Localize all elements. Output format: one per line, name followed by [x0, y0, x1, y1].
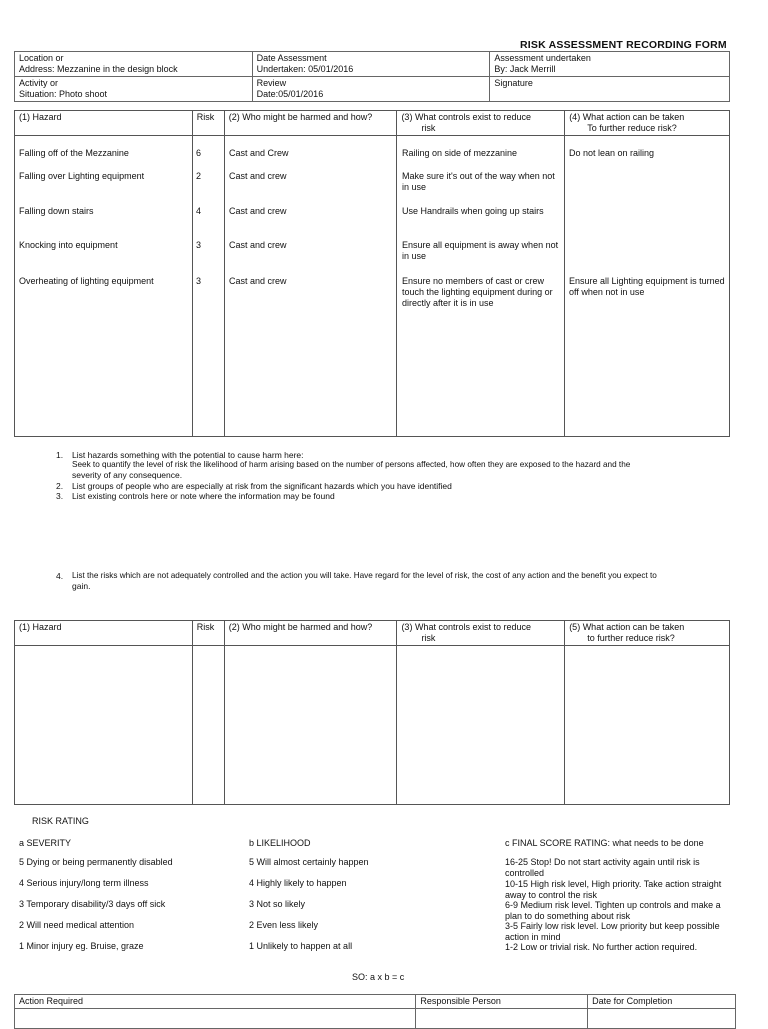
risk-table-2: [14, 620, 730, 805]
col-who-header: (2) Who might be harmed and how?: [224, 111, 397, 136]
signature-cell[interactable]: [490, 77, 730, 102]
likelihood-item: 2 Even less likely: [249, 920, 319, 930]
signature-label: Signature: [494, 78, 533, 88]
date-assessment-cell[interactable]: [252, 52, 490, 77]
risk-table-1: [14, 110, 730, 437]
assessment-label: Assessment undertaken: [494, 53, 591, 63]
note-number: 3.: [56, 491, 64, 501]
likelihood-item: 1 Unlikely to happen at all: [249, 941, 353, 951]
who-cell: Cast and crew: [229, 206, 287, 216]
header-table: [14, 51, 730, 102]
col-risk-header: Risk: [192, 111, 224, 136]
note-text: List existing controls here or note where the information may be found: [72, 491, 335, 501]
col-controls-header: (3) What controls exist to reduce risk: [397, 621, 565, 646]
activity-label: Activity or: [19, 78, 59, 88]
final-score-item: 16-25 Stop! Do not start activity again until risk is controlled: [505, 857, 700, 878]
location-cell[interactable]: [15, 52, 253, 77]
action-column[interactable]: [565, 646, 730, 805]
who-cell: Cast and Crew: [229, 148, 289, 158]
col-action-header: (4) What action can be taken To further reduce risk?: [565, 111, 730, 136]
severity-item: 2 Will need medical attention: [19, 920, 135, 930]
controls-cell: Make sure it's out of the way when not in use: [402, 171, 555, 192]
review-cell[interactable]: [252, 77, 490, 102]
likelihood-item: 5 Will almost certainly happen: [249, 857, 369, 867]
action-cell: Do not lean on railing: [569, 148, 655, 158]
final-score-item: 6-9 Medium risk level. Tighten up controls and make a plan to do something about risk: [505, 900, 721, 921]
who-cell: Cast and crew: [229, 240, 287, 250]
risk-cell: 6: [196, 148, 202, 158]
note-text: Seek to quantify the level of risk the likelihood of harm arising based on the number of persons affected, how often they are exposed to the hazard and the: [72, 460, 631, 469]
note-text: severity of any consequence.: [72, 470, 183, 480]
responsible-person-cell[interactable]: [416, 1009, 588, 1029]
severity-item: 5 Dying or being permanently disabled: [19, 857, 173, 867]
risk-cell: 3: [196, 240, 202, 250]
risk-cell: 2: [196, 171, 202, 181]
who-column[interactable]: [224, 646, 397, 805]
severity-item: 1 Minor injury eg. Bruise, graze: [19, 941, 144, 951]
note-text: List the risks which are not adequately controlled and the action you will take. Have regard for the level of risk, the cost of any action and the benefit you expect to: [72, 571, 657, 580]
address-value: Address: Mezzanine in the design block: [19, 64, 178, 74]
hazard-cell: Overheating of lighting equipment: [19, 276, 154, 286]
hazard-cell: Falling off of the Mezzanine: [19, 148, 129, 158]
hazard-column[interactable]: [15, 646, 193, 805]
assessor-value: By: Jack Merrill: [494, 64, 556, 74]
col-risk-header: Risk: [192, 621, 224, 646]
review-date-value: Date:05/01/2016: [256, 89, 324, 99]
col-who-header: (2) Who might be harmed and how?: [224, 621, 397, 646]
final-score-title: c FINAL SCORE RATING: what needs to be done: [505, 838, 704, 848]
col-hazard-header: (1) Hazard: [15, 621, 193, 646]
col-controls-header: (3) What controls exist to reduce risk: [397, 111, 565, 136]
controls-column[interactable]: [397, 646, 565, 805]
controls-cell: Use Handrails when going up stairs: [402, 206, 544, 216]
hazard-cell: Falling down stairs: [19, 206, 94, 216]
controls-cell: Railing on side of mezzanine: [402, 148, 518, 158]
action-cell: Ensure all Lighting equipment is turned off when not in use: [569, 276, 725, 297]
col-responsible-person: Responsible Person: [416, 995, 588, 1009]
who-cell: Cast and crew: [229, 276, 287, 286]
action-required-cell[interactable]: [15, 1009, 416, 1029]
final-score-item: 1-2 Low or trivial risk. No further action required.: [505, 942, 698, 952]
likelihood-item: 3 Not so likely: [249, 899, 306, 909]
note-text: List groups of people who are especially at risk from the significant hazards which you have identified: [72, 481, 452, 491]
risk-cell: 3: [196, 276, 202, 286]
note-text: List hazards something with the potential to cause harm here:: [72, 450, 304, 460]
risk-cell: 4: [196, 206, 202, 216]
severity-title: a SEVERITY: [19, 838, 72, 848]
controls-cell: Ensure all equipment is away when not in use: [402, 240, 559, 261]
review-label: Review: [256, 78, 287, 88]
date-completion-cell[interactable]: [588, 1009, 736, 1029]
likelihood-item: 4 Highly likely to happen: [249, 878, 347, 888]
date-assessment-label: Date Assessment: [256, 53, 327, 63]
likelihood-title: b LIKELIHOOD: [249, 838, 311, 848]
risk-column[interactable]: [192, 646, 224, 805]
undertaken-value: Undertaken: 05/01/2016: [256, 64, 354, 74]
location-label: Location or: [19, 53, 64, 63]
col-date-completion: Date for Completion: [588, 995, 736, 1009]
col-action-header: (5) What action can be taken to further reduce risk?: [565, 621, 730, 646]
final-score-item: 3-5 Fairly low risk level. Low priority but keep possible action in mind: [505, 921, 720, 942]
activity-cell[interactable]: [15, 77, 253, 102]
col-action-required: Action Required: [15, 995, 416, 1009]
note-number: 1.: [56, 450, 64, 460]
note-number: 4.: [56, 571, 64, 581]
controls-cell: Ensure no members of cast or crew touch the lighting equipment during or directly after it is in use: [402, 276, 553, 308]
severity-item: 3 Temporary disability/3 days off sick: [19, 899, 166, 909]
col-hazard-header: (1) Hazard: [15, 111, 193, 136]
hazard-cell: Knocking into equipment: [19, 240, 118, 250]
form-title: RISK ASSESSMENT RECORDING FORM: [520, 39, 727, 51]
risk-rating-title: RISK RATING: [32, 816, 89, 826]
final-score-item: 10-15 High risk level, High priority. Take action straight away to control the risk: [505, 879, 722, 900]
hazard-cell: Falling over Lighting equipment: [19, 171, 145, 181]
note-text: gain.: [72, 581, 91, 591]
situation-value: Situation: Photo shoot: [19, 89, 108, 99]
assessor-cell[interactable]: [490, 52, 730, 77]
formula: SO: a x b = c: [352, 972, 405, 982]
note-number: 2.: [56, 481, 64, 491]
who-cell: Cast and crew: [229, 171, 287, 181]
severity-item: 4 Serious injury/long term illness: [19, 878, 149, 888]
